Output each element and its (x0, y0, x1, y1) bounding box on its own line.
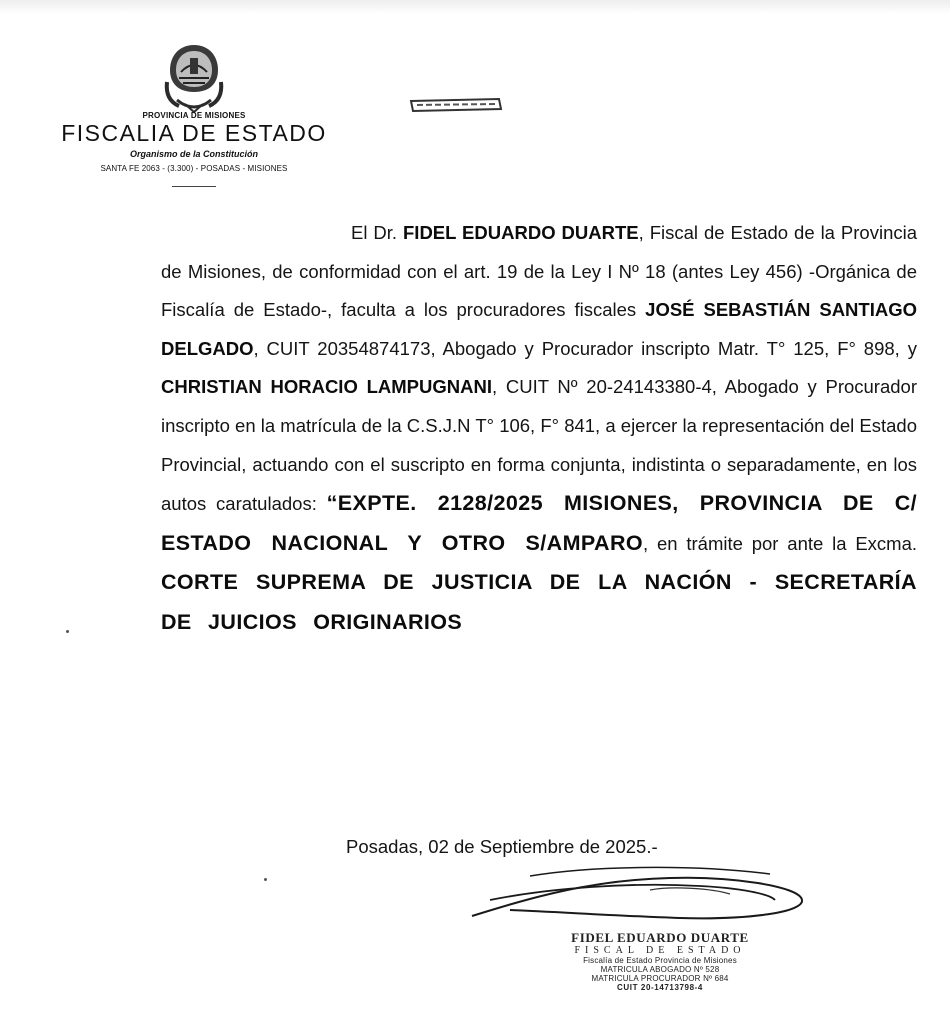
procurator-2-name: CHRISTIAN HORACIO LAMPUGNANI (161, 376, 492, 398)
body-text-2: , CUIT 20354874173, Abogado y Procurador inscripto Matr. T° 125, F° 898, y (253, 337, 917, 359)
signature-seal (540, 930, 780, 992)
letterhead-address: SANTA FE 2063 - (3.300) - POSADAS - MISIONES (100, 164, 288, 173)
seal-line-3: MATRICULA PROCURADOR Nº 684 (591, 974, 729, 983)
letterhead-title: FISCALIA DE ESTADO (61, 120, 327, 146)
handwritten-signature (470, 860, 810, 930)
place-date: Posadas, 02 de Septiembre de 2025.- (346, 836, 658, 857)
seal-cuit: CUIT 20-14713798-4 (617, 983, 703, 992)
document-body (161, 214, 917, 643)
fiscal-name: FIDEL EDUARDO DUARTE (403, 222, 639, 243)
provincial-coat-of-arms-icon (159, 42, 229, 116)
procurator-1-name: JOSÉ SEBASTIÁN SANTIAGO DELGADO (161, 299, 918, 359)
seal-role: FISCAL DE ESTADO (574, 945, 746, 956)
scan-speck (66, 630, 69, 633)
letterhead-underline (172, 186, 216, 187)
seal-line-1: Fiscalía de Estado Provincia de Misiones (583, 956, 737, 965)
seal-line-2: MATRICULA ABOGADO Nº 528 (600, 965, 720, 974)
case-title: “EXPTE. 2128/2025 MISIONES, PROVINCIA DE C/ ESTADO NACIONAL Y OTRO S/AMPARO (161, 491, 918, 555)
page-top-shadow (0, 0, 950, 14)
letterhead-subtitle: Organismo de la Constitución (129, 149, 258, 159)
body-intro: El Dr. (351, 222, 398, 243)
body-text-1: , Fiscal de Estado de la Provincia de Misiones, de conformidad con el art. 19 de la Ley I Nº 18 (antes Ley 456) -Orgánica de Fiscalía de Estado-, faculta a los procuradores fiscales (161, 222, 918, 321)
scan-speck (264, 878, 267, 881)
body-text-3: , CUIT Nº 20-24143380-4, Abogado y Procurador inscripto en la matrícula de la C.S.J.N T° 106, F° 841, a ejercer la representación del Estado Provincial, actuando con el suscripto en forma conjunta, indistinta o separadamente, en los autos caratulados: (161, 376, 917, 515)
body-text-4: , en trámite por ante la Excma. (643, 532, 917, 554)
letterhead-province: PROVINCIA DE MISIONES (142, 111, 246, 120)
header-stamp-mark (409, 97, 503, 113)
seal-name: FIDEL EDUARDO DUARTE (571, 930, 749, 945)
court-name: CORTE SUPREMA DE JUSTICIA DE LA NACIÓN - SECRETARÍA DE JUICIOS ORIGINARIOS (161, 570, 917, 634)
